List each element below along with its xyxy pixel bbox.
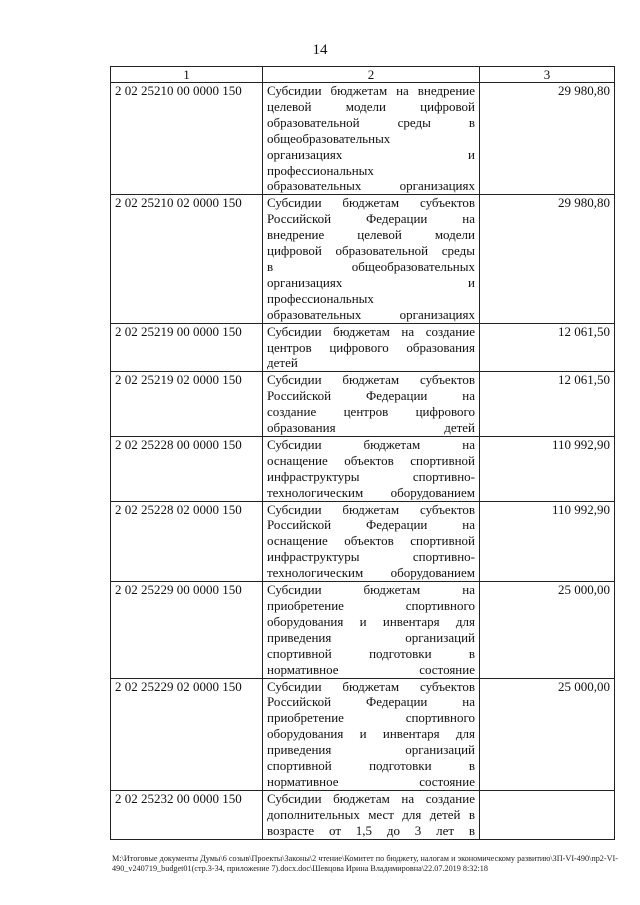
amount-cell: 29 980,80	[480, 195, 615, 323]
description-line: нормативное состояние	[267, 661, 475, 677]
description-line: спортивной подготовки в	[267, 758, 475, 774]
description-line: Субсидии бюджетам на внедрение	[267, 83, 475, 98]
description-line: образовательных организациях	[267, 306, 475, 322]
description-line: Субсидии бюджетам на создание	[267, 323, 475, 339]
amount-cell	[480, 790, 615, 839]
column-header-1: 1	[111, 67, 263, 83]
description-cell	[263, 323, 480, 372]
description-line: оснащение объектов спортивной	[267, 533, 475, 549]
budget-code-cell: 2 02 25210 00 0000 150	[111, 83, 263, 195]
description-line: оборудования и инвентаря для	[267, 613, 475, 629]
page-number: 14	[312, 42, 328, 58]
description-line: организациях и	[267, 146, 475, 162]
description-line: цифровой образовательной среды	[267, 243, 475, 259]
description-cell	[263, 436, 480, 501]
description-cell	[263, 678, 480, 790]
description-line: дополнительных мест для детей в	[267, 806, 475, 822]
description-line: образования детей	[267, 420, 475, 436]
description-line: Субсидии бюджетам субъектов	[267, 372, 475, 388]
description-line: детей	[267, 355, 298, 371]
description-line: оснащение объектов спортивной	[267, 452, 475, 468]
amount-cell: 25 000,00	[480, 582, 615, 678]
description-line: Российской Федерации на	[267, 517, 475, 533]
budget-code-cell: 2 02 25229 02 0000 150	[111, 678, 263, 790]
amount-cell: 25 000,00	[480, 678, 615, 790]
table-row	[111, 195, 615, 323]
description-cell	[263, 501, 480, 582]
table-row	[111, 83, 615, 195]
description-line: общеобразовательных	[267, 130, 391, 146]
description-line: технологическим оборудованием	[267, 565, 475, 581]
description-line: инфраструктуры спортивно-	[267, 549, 475, 565]
table-row	[111, 436, 615, 501]
budget-code-cell: 2 02 25228 00 0000 150	[111, 436, 263, 501]
amount-cell: 110 992,90	[480, 501, 615, 582]
amount-cell: 29 980,80	[480, 83, 615, 195]
description-line: Субсидии бюджетам на	[267, 582, 475, 598]
table-row	[111, 323, 615, 372]
description-cell	[263, 790, 480, 839]
description-cell	[263, 582, 480, 678]
description-line: создание центров цифрового	[267, 404, 475, 420]
description-line: нормативное состояние	[267, 773, 475, 789]
amount-cell: 12 061,50	[480, 323, 615, 372]
description-line: организациях и	[267, 274, 475, 290]
description-line: Российской Федерации на	[267, 694, 475, 710]
budget-code-cell: 2 02 25232 00 0000 150	[111, 790, 263, 839]
amount-cell: 110 992,90	[480, 436, 615, 501]
description-line: внедрение целевой модели	[267, 227, 475, 243]
description-line: оборудования и инвентаря для	[267, 726, 475, 742]
budget-code-cell: 2 02 25210 02 0000 150	[111, 195, 263, 323]
description-cell	[263, 83, 480, 195]
description-line: Субсидии бюджетам на создание	[267, 790, 475, 806]
budget-table	[110, 66, 615, 840]
description-line: Российской Федерации на	[267, 388, 475, 404]
description-line: целевой модели цифровой	[267, 98, 475, 114]
description-line: приведения организаций	[267, 629, 475, 645]
description-cell	[263, 372, 480, 437]
table-body	[111, 83, 615, 840]
description-line: центров цифрового образования	[267, 339, 475, 355]
table-row	[111, 501, 615, 582]
description-line: профессиональных	[267, 290, 374, 306]
budget-code-cell: 2 02 25219 00 0000 150	[111, 323, 263, 372]
table-row	[111, 582, 615, 678]
description-line: приобретение спортивного	[267, 598, 475, 613]
table-row	[111, 790, 615, 839]
description-line: возрасте от 1,5 до 3 лет в	[267, 822, 475, 838]
description-line: образовательной среды в	[267, 114, 475, 130]
budget-code-cell: 2 02 25229 00 0000 150	[111, 582, 263, 678]
description-line: Субсидии бюджетам субъектов	[267, 678, 475, 694]
file-path-footer: M:\Итоговые документы Думы\6 созыв\Проекты\Законы\2 чтение\Комитет по бюджету, налогам и экономическому развитию\ЗП-VI-490\пр2-VI-490_v240719_budget01(стр.3-34, приложение 7).docx.doc\Шевцова Ирина Владимировна\22.07.2019 8:32:18	[112, 854, 618, 873]
description-line: Российской Федерации на	[267, 211, 475, 227]
description-line: инфраструктуры спортивно-	[267, 468, 475, 484]
column-header-3: 3	[480, 67, 615, 83]
budget-code-cell: 2 02 25219 02 0000 150	[111, 372, 263, 437]
description-line: образовательных организациях	[267, 178, 475, 194]
description-cell	[263, 195, 480, 323]
description-line: приведения организаций	[267, 742, 475, 758]
description-line: Субсидии бюджетам субъектов	[267, 195, 475, 211]
table-row	[111, 372, 615, 437]
table-header-row	[111, 67, 615, 83]
table-row	[111, 678, 615, 790]
description-line: Субсидии бюджетам на	[267, 436, 475, 452]
description-line: профессиональных	[267, 162, 374, 178]
description-line: приобретение спортивного	[267, 710, 475, 726]
description-line: спортивной подготовки в	[267, 645, 475, 661]
amount-cell: 12 061,50	[480, 372, 615, 437]
description-line: Субсидии бюджетам субъектов	[267, 501, 475, 517]
description-line: технологическим оборудованием	[267, 484, 475, 500]
column-header-2: 2	[263, 67, 480, 83]
budget-code-cell: 2 02 25228 02 0000 150	[111, 501, 263, 582]
description-line: в общеобразовательных	[267, 258, 475, 274]
